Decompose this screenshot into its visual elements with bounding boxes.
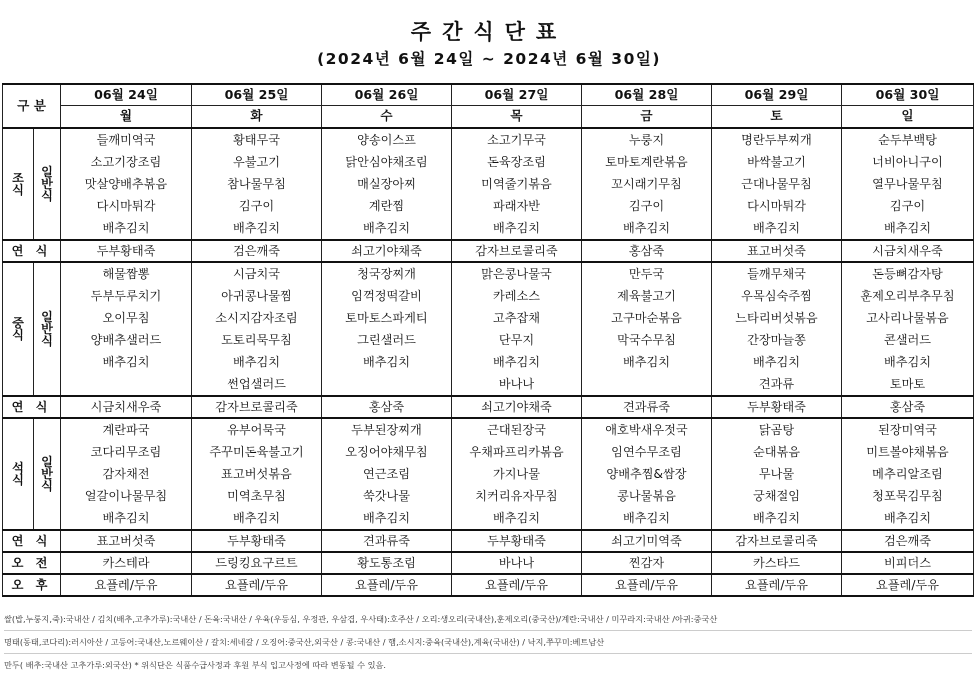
menu-item: 해물짬뽕	[61, 262, 192, 285]
menu-item: 들깨미역국	[61, 128, 192, 151]
menu-item: 근대된장국	[452, 418, 582, 441]
pm_snack-row	[3, 574, 974, 596]
menu-item: 오이무침	[61, 307, 192, 329]
menu-item: 바나나	[452, 373, 582, 396]
snack-item: 요플레/두유	[61, 574, 192, 596]
menu-item: 콩나물볶음	[582, 485, 712, 507]
snack-item: 드링킹요구르트	[192, 552, 322, 574]
dinner-row	[3, 441, 974, 463]
day-header: 화	[192, 106, 322, 129]
dinner-label	[3, 418, 34, 530]
menu-item: 소고기장조림	[61, 151, 192, 173]
menu-item: 배추김치	[452, 217, 582, 240]
header-label: 구 분	[3, 84, 61, 128]
menu-item: 간장마늘쫑	[712, 329, 842, 351]
menu-item: 느타리버섯볶음	[712, 307, 842, 329]
date-range: (2024년 6월 24일 ~ 2024년 6월 30일)	[317, 50, 661, 68]
soft-item: 두부황태죽	[192, 530, 322, 552]
snack-item: 비피더스	[842, 552, 974, 574]
menu-item: 돈등뼈감자탕	[842, 262, 974, 285]
snack-item: 카스타드	[712, 552, 842, 574]
day-header: 목	[452, 106, 582, 129]
menu-item: 썬업샐러드	[192, 373, 322, 396]
menu-item: 소고기무국	[452, 128, 582, 151]
menu-item: 청국장찌개	[322, 262, 452, 285]
day-header: 일	[842, 106, 974, 129]
menu-item: 다시마튀각	[61, 195, 192, 217]
soft-item: 쇠고기야채죽	[452, 396, 582, 418]
lunch-soft-label: 연 식	[3, 396, 61, 418]
soft-item: 감자브로콜리죽	[192, 396, 322, 418]
menu-item: 애호박새우젓국	[582, 418, 712, 441]
menu-item: 배추김치	[842, 507, 974, 530]
menu-item: 토마토스파게티	[322, 307, 452, 329]
day-header: 월	[61, 106, 192, 129]
day-header: 토	[712, 106, 842, 129]
menu-item: 배추김치	[582, 351, 712, 373]
menu-item: 닭안심야채조림	[322, 151, 452, 173]
menu-item: 토마토계란볶음	[582, 151, 712, 173]
lunch-label	[3, 262, 34, 396]
lunch-row	[3, 285, 974, 307]
soft-item: 두부황태죽	[452, 530, 582, 552]
dinner-sub-label	[34, 418, 61, 530]
menu-item: 두부두루치기	[61, 285, 192, 307]
lunch-sub-label-text: 일반식	[41, 309, 53, 349]
note-line: 쌀(밥,누룽지,죽):국내산 / 김치(배추,고추가루):국내산 / 돈육:국내산 / 우육(우등심, 우정관, 우삼겹, 우사태):호주산 / 오리:생오리(국내산),훈제오리(중국산)/계란:국내산 / 미꾸라지:국내산 /아귀:중국산	[4, 608, 972, 631]
menu-item: 임연수무조림	[582, 441, 712, 463]
date-header: 06월 29일	[712, 84, 842, 106]
soft-item: 홍삼죽	[582, 240, 712, 262]
am_snack-row	[3, 552, 974, 574]
menu-item: 미역초무침	[192, 485, 322, 507]
menu-item: 너비아니구이	[842, 151, 974, 173]
menu-item: 양송이스프	[322, 128, 452, 151]
menu-item: 김구이	[842, 195, 974, 217]
soft-item: 쇠고기미역죽	[582, 530, 712, 552]
date-header: 06월 24일	[61, 84, 192, 106]
menu-item: 누룽지	[582, 128, 712, 151]
day-header: 수	[322, 106, 452, 129]
dinner-row	[3, 463, 974, 485]
dinner-soft-label: 연 식	[3, 530, 61, 552]
snack-item: 요플레/두유	[582, 574, 712, 596]
breakfast-row	[3, 128, 974, 151]
menu-item: 배추김치	[582, 507, 712, 530]
menu-item: 고구마순볶음	[582, 307, 712, 329]
menu-item: 콘샐러드	[842, 329, 974, 351]
snack-item: 요플레/두유	[712, 574, 842, 596]
origin-notes	[4, 608, 972, 676]
menu-item: 황태무국	[192, 128, 322, 151]
lunch-row	[3, 351, 974, 373]
soft-item: 두부황태죽	[712, 396, 842, 418]
dinner-label-text: 석식	[12, 460, 24, 487]
menu-item: 명란두부찌개	[712, 128, 842, 151]
snack-item: 찐감자	[582, 552, 712, 574]
menu-item: 배추김치	[192, 507, 322, 530]
menu-item: 배추김치	[842, 217, 974, 240]
menu-item: 두부된장찌개	[322, 418, 452, 441]
lunch-row	[3, 262, 974, 285]
menu-item: 도토리묵무침	[192, 329, 322, 351]
menu-item: 배추김치	[712, 507, 842, 530]
breakfast-sub-label-text: 일반식	[41, 164, 53, 204]
menu-item: 시금치국	[192, 262, 322, 285]
menu-item: 배추김치	[192, 351, 322, 373]
header-day-row	[3, 106, 974, 129]
soft-item: 쇠고기야채죽	[322, 240, 452, 262]
lunch-row	[3, 373, 974, 396]
breakfast-row	[3, 173, 974, 195]
breakfast-sub-label	[34, 128, 61, 240]
snack-item: 요플레/두유	[842, 574, 974, 596]
dinner-row	[3, 485, 974, 507]
menu-item: 주꾸미돈육불고기	[192, 441, 322, 463]
am_snack-label: 오 전	[3, 552, 61, 574]
menu-item: 미트볼야채볶음	[842, 441, 974, 463]
menu-item: 들깨무채국	[712, 262, 842, 285]
pm_snack-label: 오 후	[3, 574, 61, 596]
menu-item: 닭곰탕	[712, 418, 842, 441]
menu-item: 그린샐러드	[322, 329, 452, 351]
menu-item: 꼬시래기무침	[582, 173, 712, 195]
menu-item: 열무나물무침	[842, 173, 974, 195]
menu-item: 청포묵김무침	[842, 485, 974, 507]
soft-item: 두부황태죽	[61, 240, 192, 262]
menu-item: 계란파국	[61, 418, 192, 441]
dinner-row	[3, 418, 974, 441]
menu-item: 배추김치	[712, 351, 842, 373]
menu-item: 순대볶음	[712, 441, 842, 463]
menu-item: 배추김치	[452, 351, 582, 373]
menu-item: 토마토	[842, 373, 974, 396]
menu-item: 배추김치	[61, 507, 192, 530]
menu-item: 임꺽정떡갈비	[322, 285, 452, 307]
menu-item: 훈제오리부추무침	[842, 285, 974, 307]
breakfast-soft-label: 연 식	[3, 240, 61, 262]
menu-item: 김구이	[582, 195, 712, 217]
breakfast-label-text: 조식	[12, 170, 24, 197]
menu-item: 미역줄기볶음	[452, 173, 582, 195]
menu-item: 배추김치	[582, 217, 712, 240]
header-date-row	[3, 84, 974, 106]
menu-item: 궁채절임	[712, 485, 842, 507]
page-title: 주간식단표	[410, 20, 568, 44]
menu-item: 무나물	[712, 463, 842, 485]
menu-item: 배추김치	[322, 507, 452, 530]
soft-item: 감자브로콜리죽	[712, 530, 842, 552]
menu-item: 우채파프리카볶음	[452, 441, 582, 463]
dinner-sub-label-text: 일반식	[41, 454, 53, 494]
menu-item: 다시마튀각	[712, 195, 842, 217]
menu-item: 우불고기	[192, 151, 322, 173]
soft-item: 표고버섯죽	[61, 530, 192, 552]
dinner-soft-row	[3, 530, 974, 552]
date-header: 06월 27일	[452, 84, 582, 106]
note-line: 만두( 배추:국내산 고추가루:외국산) * 위식단은 식품수급사정과 후원 부식 입고사정에 따라 변동될 수 있음.	[4, 660, 387, 670]
lunch-row	[3, 329, 974, 351]
menu-item	[322, 373, 452, 396]
menu-item: 맛살양배추볶음	[61, 173, 192, 195]
soft-item: 표고버섯죽	[712, 240, 842, 262]
menu-item: 코다리무조림	[61, 441, 192, 463]
dinner-row	[3, 507, 974, 530]
soft-item: 홍삼죽	[842, 396, 974, 418]
breakfast-soft-row	[3, 240, 974, 262]
menu-item: 제육불고기	[582, 285, 712, 307]
menu-item: 얼갈이나물무침	[61, 485, 192, 507]
date-header: 06월 28일	[582, 84, 712, 106]
menu-item: 고추잡채	[452, 307, 582, 329]
lunch-soft-row	[3, 396, 974, 418]
menu-item: 메추리알조림	[842, 463, 974, 485]
menu-item: 표고버섯볶음	[192, 463, 322, 485]
menu-item: 계란찜	[322, 195, 452, 217]
breakfast-row	[3, 151, 974, 173]
snack-item: 황도통조림	[322, 552, 452, 574]
menu-item: 고사리나물볶음	[842, 307, 974, 329]
soft-item: 검은깨죽	[842, 530, 974, 552]
menu-item: 양배추찜&쌈장	[582, 463, 712, 485]
soft-item: 홍삼죽	[322, 396, 452, 418]
breakfast-row	[3, 195, 974, 217]
menu-item: 순두부백탕	[842, 128, 974, 151]
soft-item: 시금치새우죽	[61, 396, 192, 418]
menu-item: 양배추샐러드	[61, 329, 192, 351]
lunch-row	[3, 307, 974, 329]
menu-item: 매실장아찌	[322, 173, 452, 195]
menu-item: 배추김치	[61, 351, 192, 373]
menu-item	[61, 373, 192, 396]
menu-item: 아귀콩나물찜	[192, 285, 322, 307]
menu-item: 바싹불고기	[712, 151, 842, 173]
menu-item	[582, 373, 712, 396]
menu-item: 오징어야채무침	[322, 441, 452, 463]
breakfast-row	[3, 217, 974, 240]
menu-item: 참나물무침	[192, 173, 322, 195]
soft-item: 시금치새우죽	[842, 240, 974, 262]
menu-item: 막국수무침	[582, 329, 712, 351]
snack-item: 바나나	[452, 552, 582, 574]
menu-item: 감자채전	[61, 463, 192, 485]
menu-item: 배추김치	[712, 217, 842, 240]
weekly-menu-table	[2, 83, 974, 597]
lunch-sub-label	[34, 262, 61, 396]
menu-item: 카레소스	[452, 285, 582, 307]
soft-item: 견과류죽	[322, 530, 452, 552]
menu-item: 치커리유자무침	[452, 485, 582, 507]
snack-item: 요플레/두유	[192, 574, 322, 596]
menu-item: 배추김치	[192, 217, 322, 240]
snack-item: 요플레/두유	[452, 574, 582, 596]
menu-item: 된장미역국	[842, 418, 974, 441]
menu-item: 단무지	[452, 329, 582, 351]
menu-item: 연근조림	[322, 463, 452, 485]
menu-item: 소시지감자조림	[192, 307, 322, 329]
menu-item: 배추김치	[61, 217, 192, 240]
menu-item: 김구이	[192, 195, 322, 217]
menu-item: 돈육장조림	[452, 151, 582, 173]
soft-item: 견과류죽	[582, 396, 712, 418]
breakfast-label	[3, 128, 34, 240]
menu-item: 쑥갓나물	[322, 485, 452, 507]
menu-item: 배추김치	[842, 351, 974, 373]
menu-item: 배추김치	[452, 507, 582, 530]
snack-item: 요플레/두유	[322, 574, 452, 596]
menu-item: 우목심숙주찜	[712, 285, 842, 307]
menu-item: 파래자반	[452, 195, 582, 217]
date-header: 06월 30일	[842, 84, 974, 106]
lunch-label-text: 중식	[12, 315, 24, 342]
menu-item: 유부어묵국	[192, 418, 322, 441]
menu-item: 만두국	[582, 262, 712, 285]
menu-item: 견과류	[712, 373, 842, 396]
note-line: 명태(동태,코다리):러시아산 / 고등어:국내산,노르웨이산 / 갈치:세네갈 / 오징어:중국산,외국산 / 콩:국내산 / 햄,소시지:중육(국내산),계육(국내산) / 낙지,쭈꾸미:베트남산	[4, 631, 972, 654]
day-header: 금	[582, 106, 712, 129]
menu-item: 배추김치	[322, 217, 452, 240]
soft-item: 검은깨죽	[192, 240, 322, 262]
menu-item: 배추김치	[322, 351, 452, 373]
soft-item: 감자브로콜리죽	[452, 240, 582, 262]
date-header: 06월 26일	[322, 84, 452, 106]
menu-item: 맑은콩나물국	[452, 262, 582, 285]
date-header: 06월 25일	[192, 84, 322, 106]
menu-item: 가지나물	[452, 463, 582, 485]
menu-item: 근대나물무침	[712, 173, 842, 195]
snack-item: 카스테라	[61, 552, 192, 574]
